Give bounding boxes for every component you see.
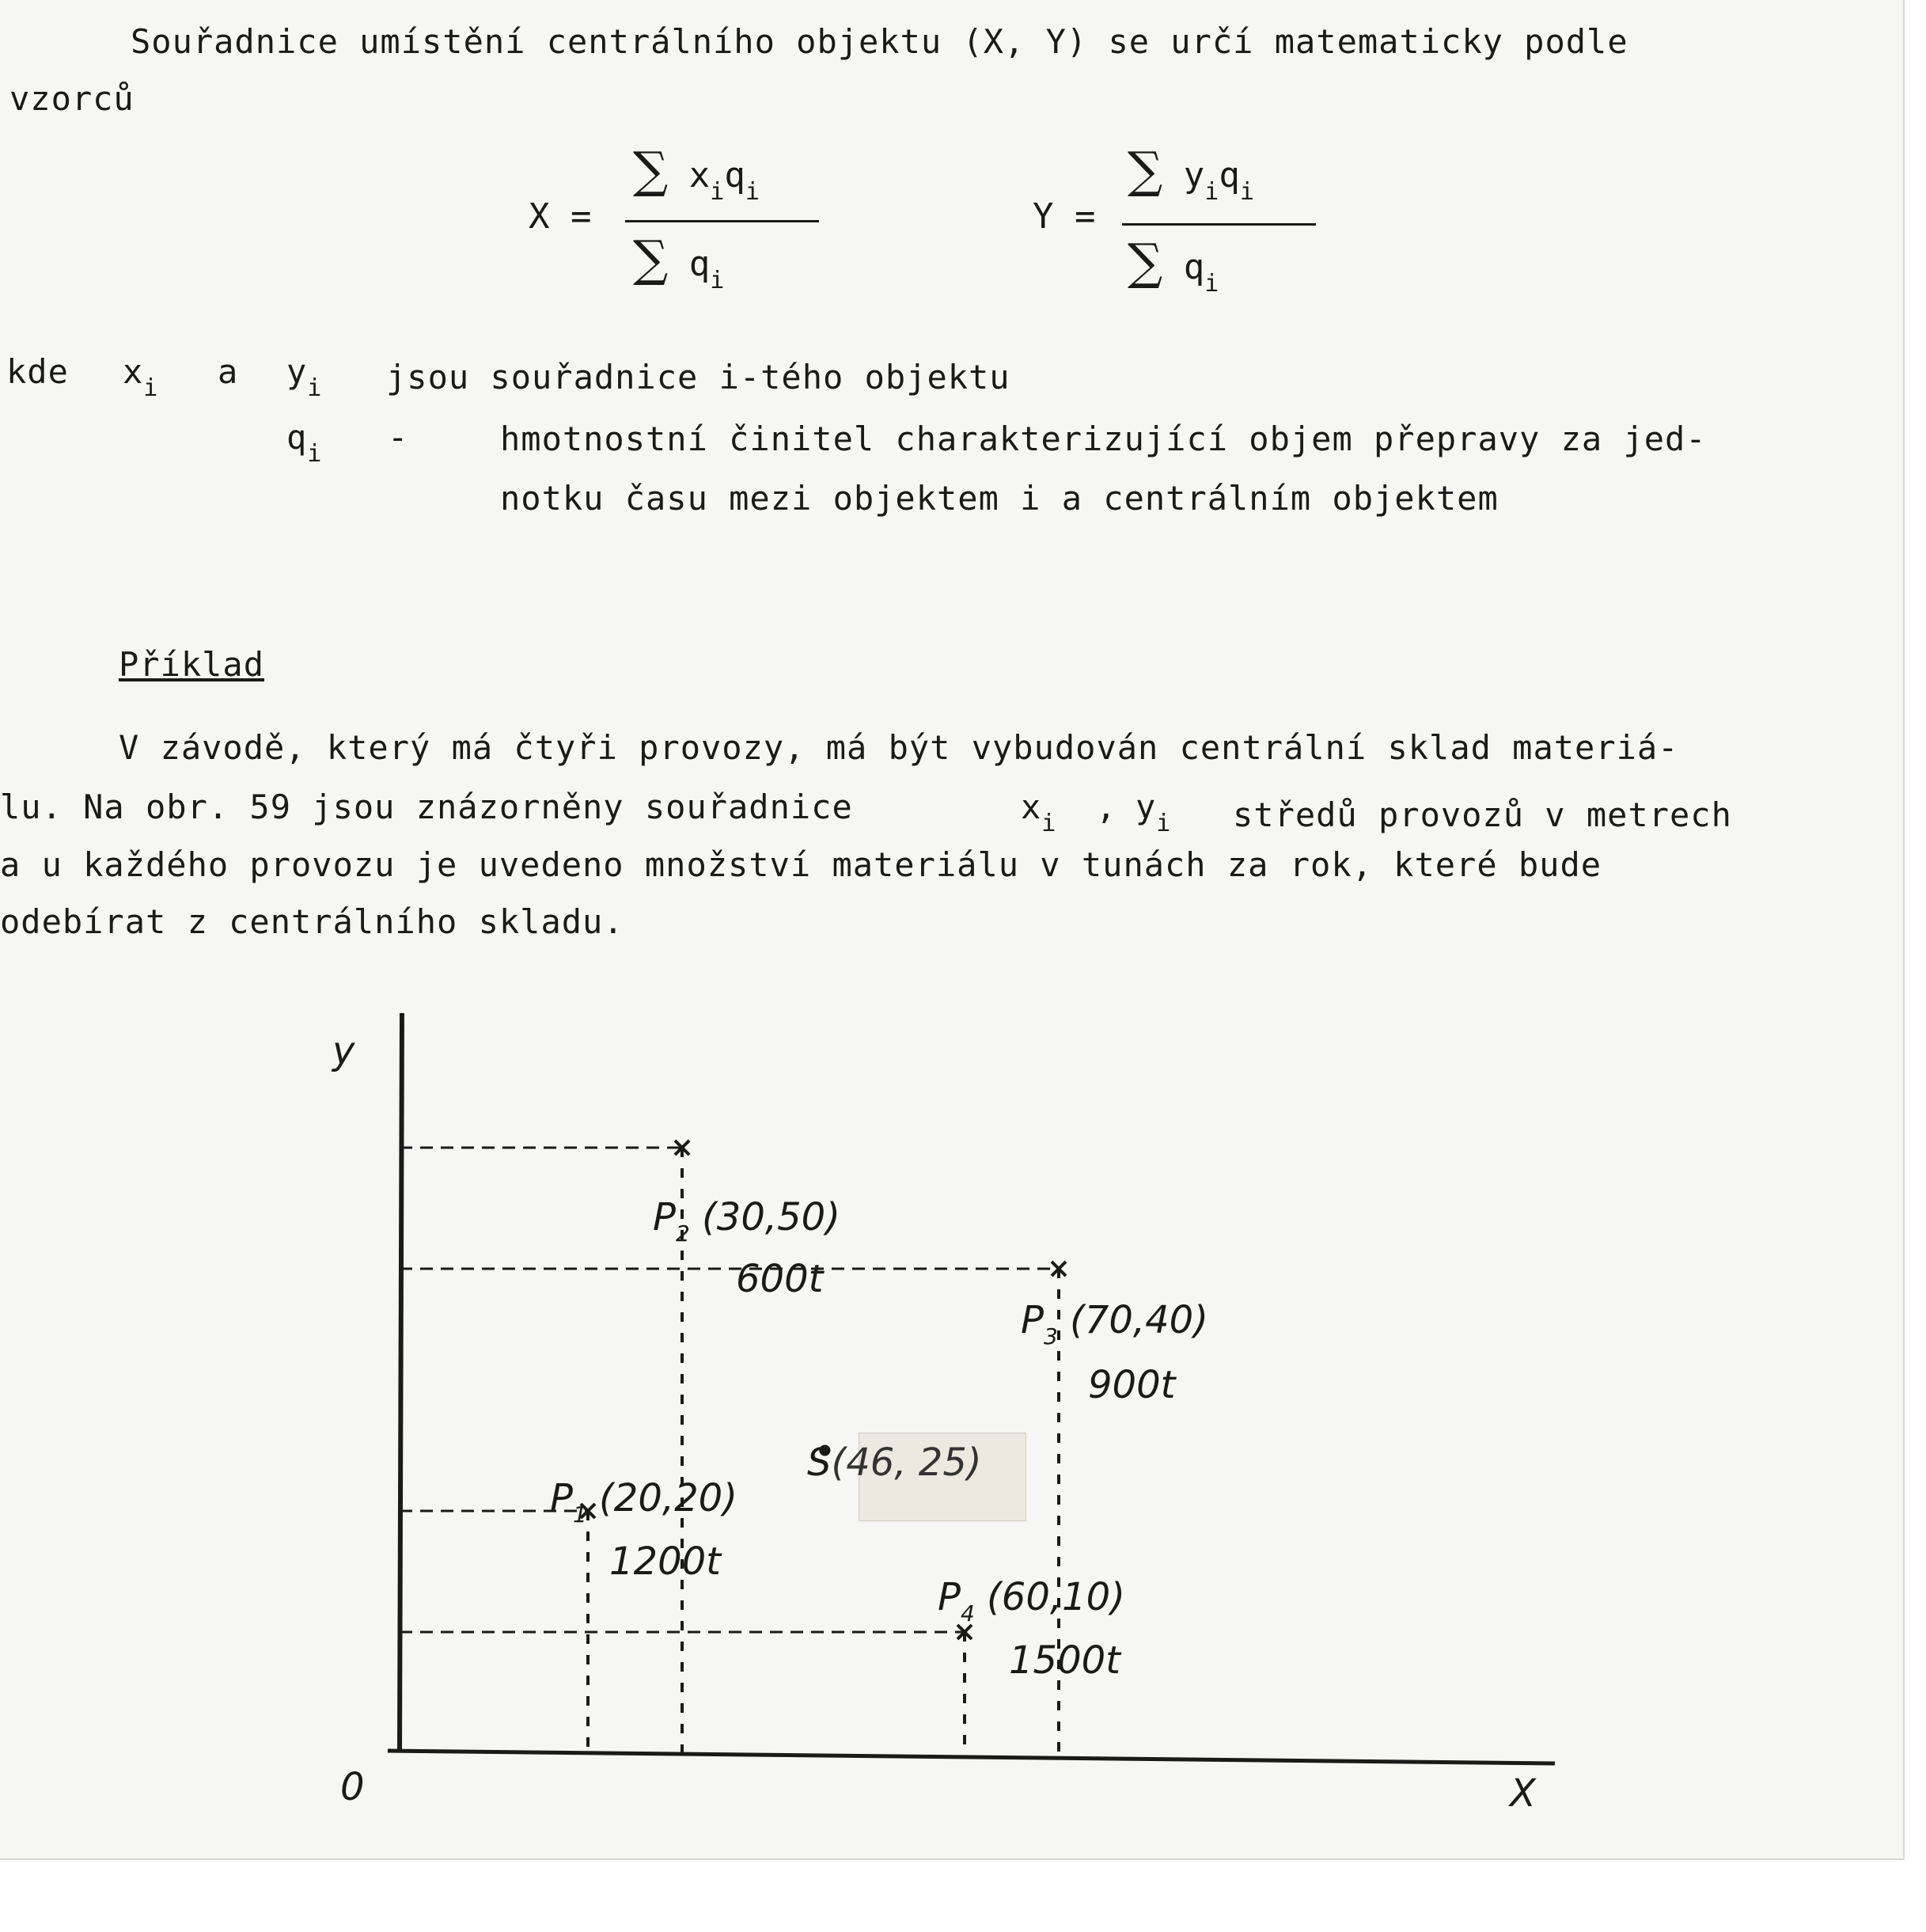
point-label-P3: $P_3$ (70,40) [1021, 1298, 1208, 1349]
legend-line-3: notku času mezi objektem i a centrálním objektem [500, 479, 1499, 518]
sigma-symbol: ∑ [633, 141, 669, 199]
mass-label-P3: 900t [1088, 1363, 1176, 1407]
example-heading: Příklad [119, 645, 265, 684]
legend-a-word: a [218, 352, 239, 391]
mass-label-P1: 1200t [609, 1539, 721, 1584]
y-axis-label: y [332, 1029, 355, 1073]
formula-x-denominator: ∑ $q_i$ [633, 230, 725, 294]
intro-line-2: vzorců [9, 79, 135, 118]
legend-y-var: $y_i$ [286, 352, 323, 402]
mass-label-P4: 1500t [1009, 1638, 1120, 1683]
formula-x-lhs: X = [529, 196, 592, 237]
example-comma: , [1096, 788, 1117, 826]
origin-label: 0 [340, 1765, 365, 1809]
x-axis-label: X [1510, 1771, 1536, 1816]
formula-y-numerator: ∑ $y_iq_i$ [1128, 141, 1254, 206]
example-xi: $x_i$ [1021, 788, 1057, 837]
example-line-2a: lu. Na obr. 59 jsou znázorněny souřadnice [0, 788, 853, 826]
point-label-P1: $P_1$ (20,20) [550, 1476, 737, 1528]
center-label: S(46, 25) [807, 1440, 982, 1485]
legend-line-2: hmotnostní činitel charakterizující objem přepravy za jed- [500, 419, 1707, 458]
x-axis-line [388, 1751, 1555, 1763]
mass-label-P2: 600t [736, 1257, 824, 1301]
point-label-P2: $P_2$ (30,50) [653, 1195, 840, 1247]
legend-x-var: $x_i$ [123, 352, 159, 402]
legend-kde: kde [6, 352, 69, 391]
example-line-1: V závodě, který má čtyři provozy, má být vybudován centrální sklad materiá- [119, 728, 1679, 767]
legend-dash: - [388, 418, 409, 457]
formula-y-lhs: Y = [1033, 196, 1096, 237]
example-line-3: a u každého provozu je uvedeno množství materiálu v tunách za rok, které bude [0, 845, 1602, 884]
legend-q-var: $q_i$ [286, 418, 323, 468]
example-line-4: odebírat z centrálního skladu. [0, 902, 624, 941]
formula-y-denominator: ∑ $q_i$ [1128, 233, 1219, 298]
legend-line-1: jsou souřadnice i-tého objektu [386, 358, 1010, 397]
example-line-2b: středů provozů v metrech [1233, 795, 1732, 834]
point-label-P4: $P_4$ (60,10) [938, 1575, 1125, 1626]
example-yi: $y_i$ [1136, 788, 1172, 837]
intro-line-1: Souřadnice umístění centrálního objektu (X, Y) se určí matematicky podle [131, 22, 1628, 61]
formula-x-numerator: ∑ $x_iq_i$ [633, 141, 760, 206]
y-axis-line [400, 1013, 402, 1751]
